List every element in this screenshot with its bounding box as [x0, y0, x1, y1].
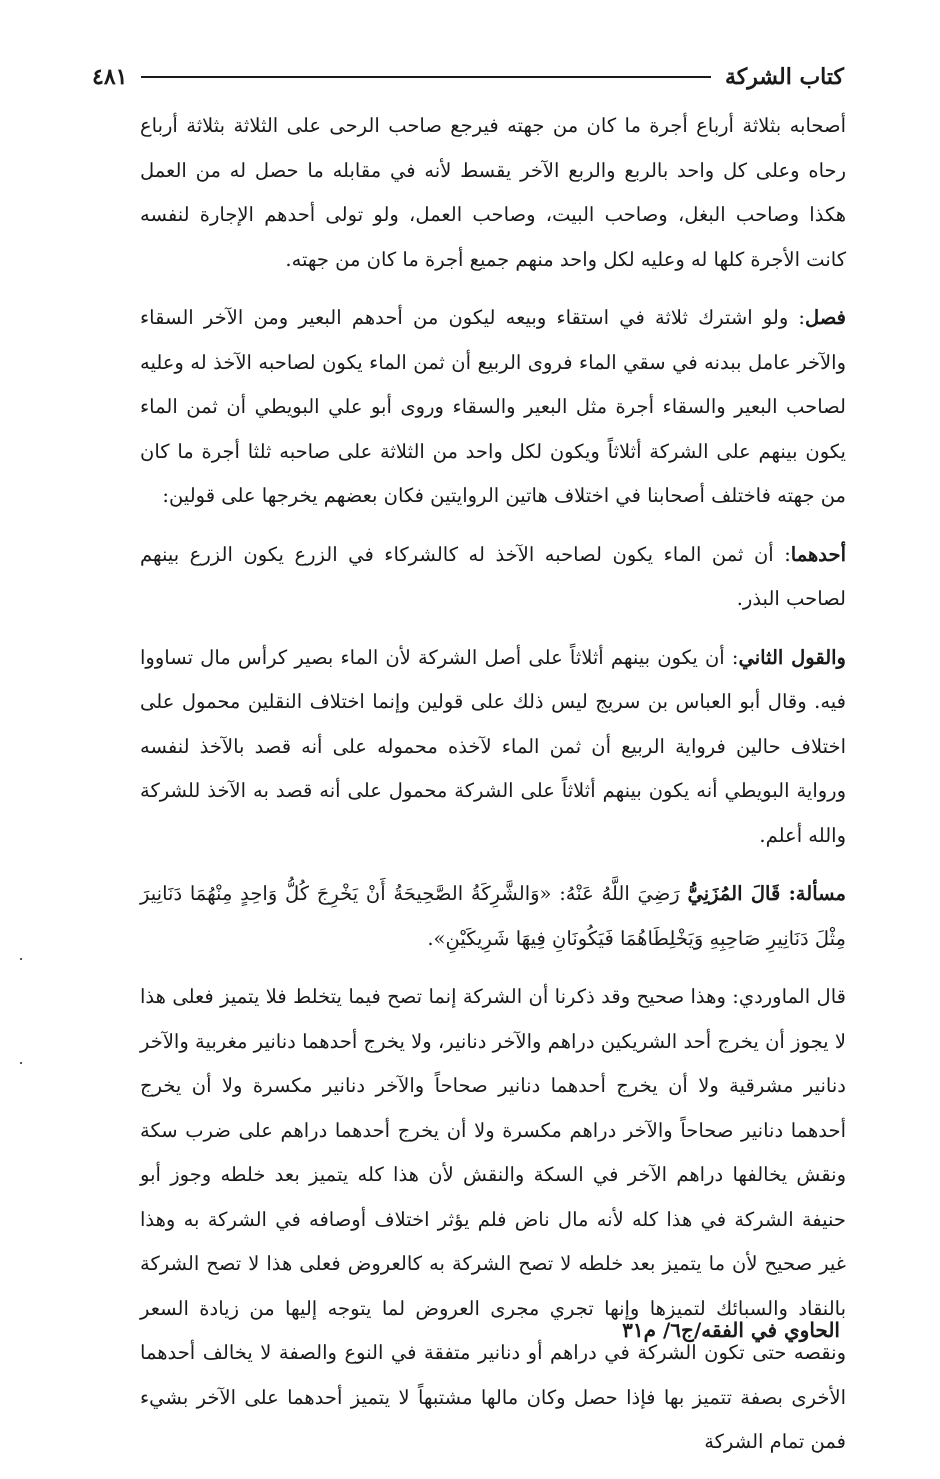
paragraph-text: : أن يكون بينهم أثلاثاً على أصل الشركة لأن الماء بصير كرأس مال تساووا فيه. وقال أبو العباس بن سريج ليس ذلك على قولين وإنما اختلاف النقلين محمول على اختلاف حالين فرواية الربيع أن ثمن الماء لآخذه محموله على أنه قصد بالآخذ لنفسه ورواية البويطي أنه يكون بينهم أثلاثاً على الشركة محمول على أنه قصد به الآخذ للشركة والله أعلم. — [140, 645, 846, 847]
volume-signature: الحاوي في الفقه/ج٦/ م٣١ — [622, 1318, 840, 1342]
paragraph-masala — [140, 872, 846, 961]
paragraph-text: رَضِيَ اللَّهُ عَنْهُ: «وَالشَّرِكَةُ الصَّحِيحَةُ أَنْ يَخْرِجَ كُلُّ وَاحِدٍ مِنْهُمَا دَنَانِيرَ مِثْلَ دَنَانِيرِ صَاحِبِهِ وَيَخْلِطَاهُمَا فَيَكُونَانِ فِيهَا شَرِيكَيْنِ». — [140, 882, 846, 950]
margin-speck — [20, 1062, 22, 1064]
paragraph-text: : ولو اشترك ثلاثة في استقاء وبيعه ليكون من أحدهم البعير ومن الآخر السقاء والآخر عامل ببدنه في سقي الماء فروى الربيع أن ثمن الماء يكون لصاحبه الآخذ له وعليه لصاحب البعير والسقاء أجرة مثل البعير والسقاء وروى أبو علي البويطي أن ثمن الماء يكون بينهم على الشركة أثلاثاً ويكون لكل واحد من الثلاثة على صاحبه ثلثا أجرة ما كان من جهته فاختلف أصحابنا في اختلاف هاتين الروايتين فكان بعضهم يخرجها على قولين: — [140, 306, 846, 507]
chapter-title: كتاب الشركة — [724, 64, 844, 90]
paragraph-fasl — [140, 296, 846, 519]
paragraph-lead: مسألة: قَالَ المُزَنِيُّ — [687, 882, 846, 905]
page-body — [140, 104, 846, 1479]
paragraph-second-opinion — [140, 636, 846, 859]
page-number: ٤٨١ — [92, 64, 128, 90]
paragraph-text: أصحابه بثلاثة أرباع أجرة ما كان من جهته فيرجع صاحب الرحى على الثلاثة بثلاثة أرباع رحاه وعلى كل واحد بالربع والربع الآخر يقسط لأنه في مقابله ما حصل له من العمل هكذا وصاحب البغل، وصاحب البيت، وصاحب العمل، ولو تولى أحدهم الإجارة لنفسه كانت الأجرة كلها له وعليه لكل واحد منهم جميع أجرة ما كان من جهته. — [140, 114, 846, 271]
paragraph-1 — [140, 104, 846, 282]
paragraph-lead: والقول الثاني — [738, 645, 846, 669]
paragraph-first-opinion — [140, 533, 846, 622]
paragraph-lead: أحدهما — [790, 542, 846, 566]
running-header — [92, 60, 844, 94]
paragraph-text: : أن ثمن الماء يكون لصاحبه الآخذ له كالشركاء في الزرع يكون الزرع بينهم لصاحب البذر. — [140, 542, 846, 610]
paragraph-lead: فصل — [805, 306, 846, 329]
margin-speck — [20, 958, 22, 960]
header-rule — [141, 76, 711, 78]
paragraph-mawardi — [140, 975, 846, 1465]
paragraph-text: قال الماوردي: وهذا صحيح وقد ذكرنا أن الشركة إنما تصح فيما يتخلط فلا يتميز فعلى هذا لا يجوز أن يخرج أحد الشريكين دراهم والآخر دنانير، ولا يخرج أحدهما دنانير مغربية والآخر دنانير مشرقية ولا أن يخرج أحدهما دنانير صحاحاً والآخر دنانير مكسرة ولا أن يخرج أحدهما دنانير صحاحاً والآخر دراهم مكسرة ولا أن يخرج أحدهما دراهم على ضرب سكة ونقش يخالفها دراهم الآخر في السكة والنقش لأن هذا كله يتميز بعد خلطه وجوز أبو حنيفة الشركة في هذا كله لأنه مال ناض فلم يؤثر اختلاف أوصافه في الشركة به وهذا غير صحيح لأن ما يتميز بعد خلطه لا تصح الشركة به كالعروض فعلى هذا لا تصح الشركة بالنقاد والسبائك لتميزها وإنها تجري مجرى العروض لما يتوجه إليها من زيادة السعر ونقصه حتى تكون الشركة في دراهم أو دنانير متفقة في النوع والصفة لا يخالف أحدهما الأخرى بصفة تتميز بها فإذا حصل وكان مالها مشتبهاً لا يتميز أحدهما على الآخر بشيء فمن تمام الشركة — [140, 985, 846, 1453]
